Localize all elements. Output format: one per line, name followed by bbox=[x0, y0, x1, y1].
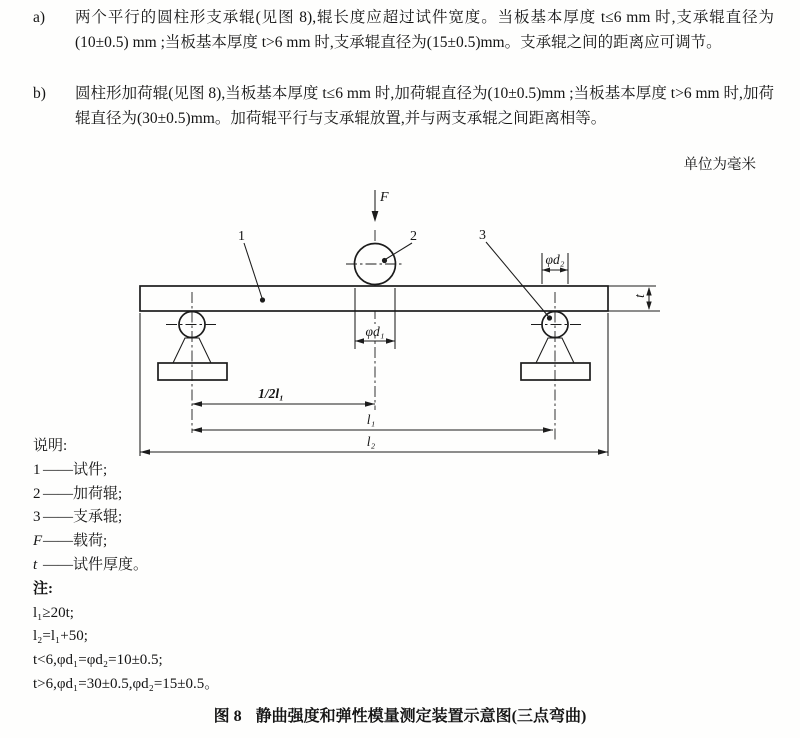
note-line-4: t>6,φd₁=30±0.5,φd₂=15±0.5。 bbox=[33, 675, 220, 692]
note-line-3: t<6,φd₁=φd₂=10±0.5; bbox=[33, 652, 163, 669]
legend-text: ——试件厚度。 bbox=[43, 556, 149, 573]
legend-item-F bbox=[33, 530, 219, 554]
dimension-half-l1 bbox=[192, 386, 375, 407]
legend-text: ——支承辊; bbox=[43, 509, 123, 526]
units-note: 单位为毫米 bbox=[683, 157, 756, 173]
legend-text: ——加荷辊; bbox=[43, 485, 123, 502]
clause-item-b bbox=[33, 81, 774, 131]
legend-title: 说明: bbox=[33, 438, 68, 454]
note-line-2: l₂=l₁+50; bbox=[33, 628, 88, 645]
part-number-1: 1 bbox=[238, 229, 245, 244]
support-base-left bbox=[158, 363, 227, 380]
notes-title: 注: bbox=[33, 580, 53, 597]
legend-text: ——试件; bbox=[43, 461, 108, 478]
right-support bbox=[521, 292, 590, 440]
force-arrow bbox=[372, 190, 389, 222]
dimension-t bbox=[632, 287, 652, 310]
legend-text: ——载荷; bbox=[43, 533, 108, 550]
force-label: F bbox=[380, 190, 389, 205]
legend-item-1 bbox=[33, 459, 219, 483]
part-number-3: 3 bbox=[479, 228, 486, 243]
clause-text-b: 圆柱形加荷辊(见图 8),当板基本厚度 t≤6 mm 时,加荷辊直径为(10±0.5)mm ;当板基本厚度 t>6 mm 时,加荷辊直径为(30±0.5)mm。加荷辊平行与支承辊放置,并与两支承辊之间距离相等。 bbox=[75, 85, 774, 127]
legend-item-2 bbox=[33, 483, 219, 507]
legend-symbol: t bbox=[33, 556, 38, 573]
clause-text-a: 两个平行的圆柱形支承辊(见图 8),辊长度应超过试件宽度。当板基本厚度 t≤6 mm 时,支承辊直径为(10±0.5) mm ;当板基本厚度 t>6 mm 时,支承辊直径为(15±0.5)mm。支承辊之间的距离应可调节。 bbox=[75, 9, 774, 51]
figure-title: 静曲强度和弹性模量测定装置示意图(三点弯曲) bbox=[255, 708, 587, 725]
figure-legend bbox=[33, 435, 219, 697]
legend-symbol: F bbox=[33, 533, 43, 550]
dimension-l1 bbox=[192, 412, 553, 433]
dimension-d2 bbox=[542, 252, 568, 284]
note-line-1: l₁≥20t; bbox=[33, 604, 74, 621]
legend-item-3 bbox=[33, 506, 219, 530]
arrowhead-down bbox=[372, 211, 379, 222]
t-label: t bbox=[632, 294, 647, 298]
clause-item-a bbox=[33, 5, 774, 55]
d1-label: φd₁ bbox=[365, 324, 385, 339]
part-number-2: 2 bbox=[410, 229, 417, 244]
figure-number: 图 8 bbox=[213, 708, 242, 725]
legend-symbol: 2 bbox=[33, 485, 41, 502]
clause-marker-b: b) bbox=[33, 85, 46, 102]
l2-label: l₂ bbox=[366, 434, 376, 449]
legend-symbol: 1 bbox=[33, 461, 41, 478]
l1-label: l₁ bbox=[366, 412, 376, 427]
d2-label: φd₂ bbox=[545, 252, 565, 267]
specimen-beam bbox=[140, 286, 608, 311]
half-l1-label: 1/2l₁ bbox=[258, 386, 284, 401]
legend-symbol: 3 bbox=[33, 509, 41, 526]
support-base-right bbox=[521, 363, 590, 380]
figure-caption bbox=[0, 703, 800, 726]
left-support bbox=[158, 292, 227, 433]
three-point-bending-diagram bbox=[0, 178, 800, 464]
part-label-2 bbox=[382, 229, 417, 263]
clause-marker-a: a) bbox=[33, 9, 46, 26]
legend-item-t bbox=[33, 554, 219, 578]
